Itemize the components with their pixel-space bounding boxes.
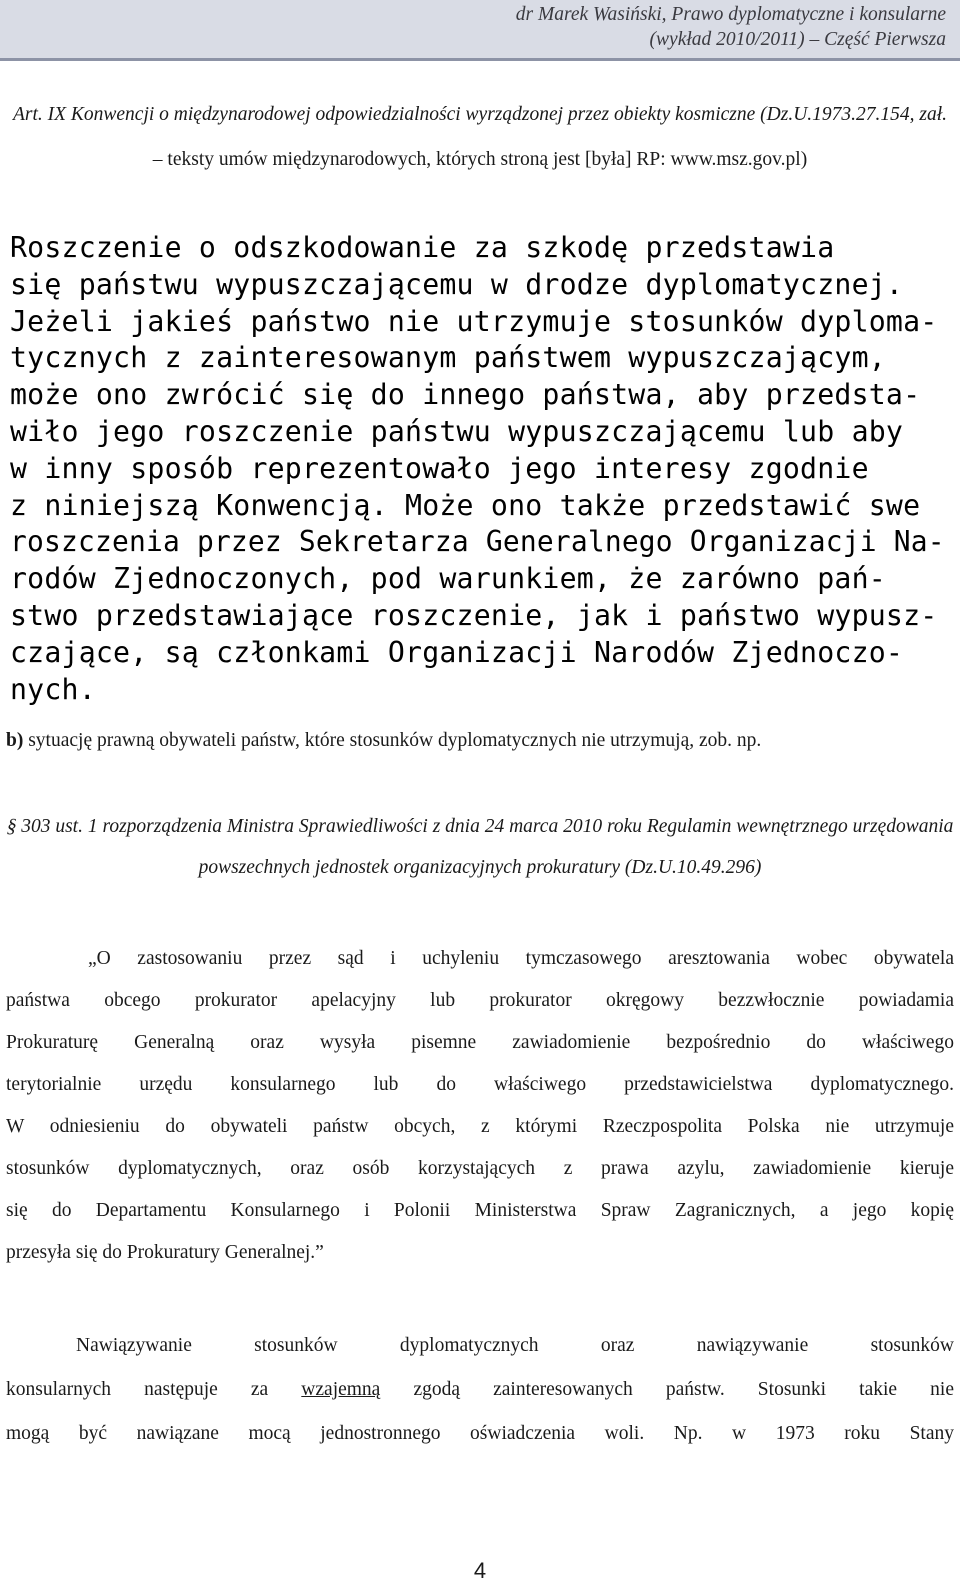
header-line-1: dr Marek Wasiński, Prawo dyplomatyczne i konsularne	[515, 4, 946, 25]
scanned-convention-excerpt	[10, 230, 955, 706]
scan-line: Jeżeli jakieś państwo nie utrzymuje stosunków dyploma-	[10, 304, 938, 338]
closing-line-2: konsularnych następuje za wzajemną zgodą zainteresowanych państw. Stosunki takie nie	[6, 1379, 954, 1400]
quote-line: Prokuraturę Generalną oraz wysyła pisemne zawiadomienie bezpośrednio do właściwego	[6, 1032, 954, 1053]
header-divider	[0, 58, 960, 61]
regulation-reference	[6, 806, 954, 888]
paragraph-symbol: §	[4, 816, 19, 837]
page-header	[0, 0, 960, 58]
scan-line: w inny sposób reprezentowało jego interesy zgodnie	[10, 451, 869, 485]
article-reference-source: – teksty umów międzynarodowych, których stroną jest [była] RP: www.msz.gov.pl)	[152, 149, 808, 170]
scan-line: z niniejszą Konwencją. Może ono także przedstawić swe	[10, 488, 921, 522]
article-reference	[6, 92, 954, 182]
quote-line: „O zastosowaniu przez sąd i uchyleniu tymczasowego aresztowania wobec obywatela	[88, 948, 954, 969]
section-b-paragraph	[6, 722, 954, 760]
scan-line: tycznych z zainteresowanym państwem wypuszczającym,	[10, 341, 886, 375]
scan-line: może ono zwrócić się do innego państwa, aby przedsta-	[10, 378, 921, 412]
scan-line: się państwu wypuszczającemu w drodze dyplomatycznej.	[10, 267, 904, 301]
scan-line: nych.	[10, 672, 96, 706]
section-b-text: sytuację prawną obywateli państw, które stosunków dyplomatycznych nie utrzymują, zob. np.	[23, 730, 762, 751]
scan-line: Roszczenie o odszkodowanie za szkodę przedstawia	[10, 231, 835, 264]
quote-line: terytorialnie urzędu konsularnego lub do właściwego przedstawicielstwa dyplomatycznego.	[6, 1074, 954, 1095]
underlined-word: wzajemną	[301, 1379, 381, 1400]
section-b-label: b)	[6, 730, 24, 751]
scan-line: rodów Zjednoczonych, pod warunkiem, że zarówno pań-	[10, 562, 886, 596]
scan-line: wiło jego roszczenie państwu wypuszczającemu lub aby	[10, 414, 904, 448]
quote-line: stosunków dyplomatycznych, oraz osób korzystających z prawa azylu, zawiadomienie kieruje	[6, 1158, 954, 1179]
scan-line: czające, są członkami Organizacji Narodów Zjednoczo-	[10, 635, 904, 669]
header-line-2: (wykład 2010/2011) – Część Pierwsza	[649, 29, 946, 50]
regulation-quote	[6, 938, 954, 1274]
closing-paragraph	[6, 1324, 954, 1456]
quote-line: się do Departamentu Konsularnego i Polonii Ministerstwa Spraw Zagranicznych, a jego kopię	[6, 1200, 954, 1221]
page-number: 4	[473, 1558, 487, 1583]
regulation-text: 303 ust. 1 rozporządzenia Ministra Sprawiedliwości z dnia 24 marca 2010 roku Regulamin wewnętrznego urzędowania powszechnych jednostek organizacyjnych prokuratury (Dz.U.10.49.296)	[16, 816, 954, 878]
scan-line: roszczenia przez Sekretarza Generalnego Organizacji Na-	[10, 525, 945, 559]
quote-line: przesyła się do Prokuratury Generalnej.”	[6, 1242, 324, 1263]
closing-line-1: Nawiązywanie stosunków dyplomatycznych oraz nawiązywanie stosunków	[76, 1335, 954, 1356]
quote-line: W odniesieniu do obywateli państw obcych, z którymi Rzeczpospolita Polska nie utrzymuje	[6, 1116, 954, 1137]
scan-line: stwo przedstawiające roszczenie, jak i państwo wypusz-	[10, 598, 938, 632]
closing-line-3: mogą być nawiązane mocą jednostronnego oświadczenia woli. Np. w 1973 roku Stany	[6, 1423, 954, 1444]
article-reference-title: Art. IX Konwencji o międzynarodowej odpowiedzialności wyrządzonej przez obiekty kosmiczne (Dz.U.1973.27.154, zał.	[12, 104, 948, 125]
quote-line: państwa obcego prokurator apelacyjny lub prokurator okręgowy bezzwłocznie powiadamia	[6, 990, 954, 1011]
